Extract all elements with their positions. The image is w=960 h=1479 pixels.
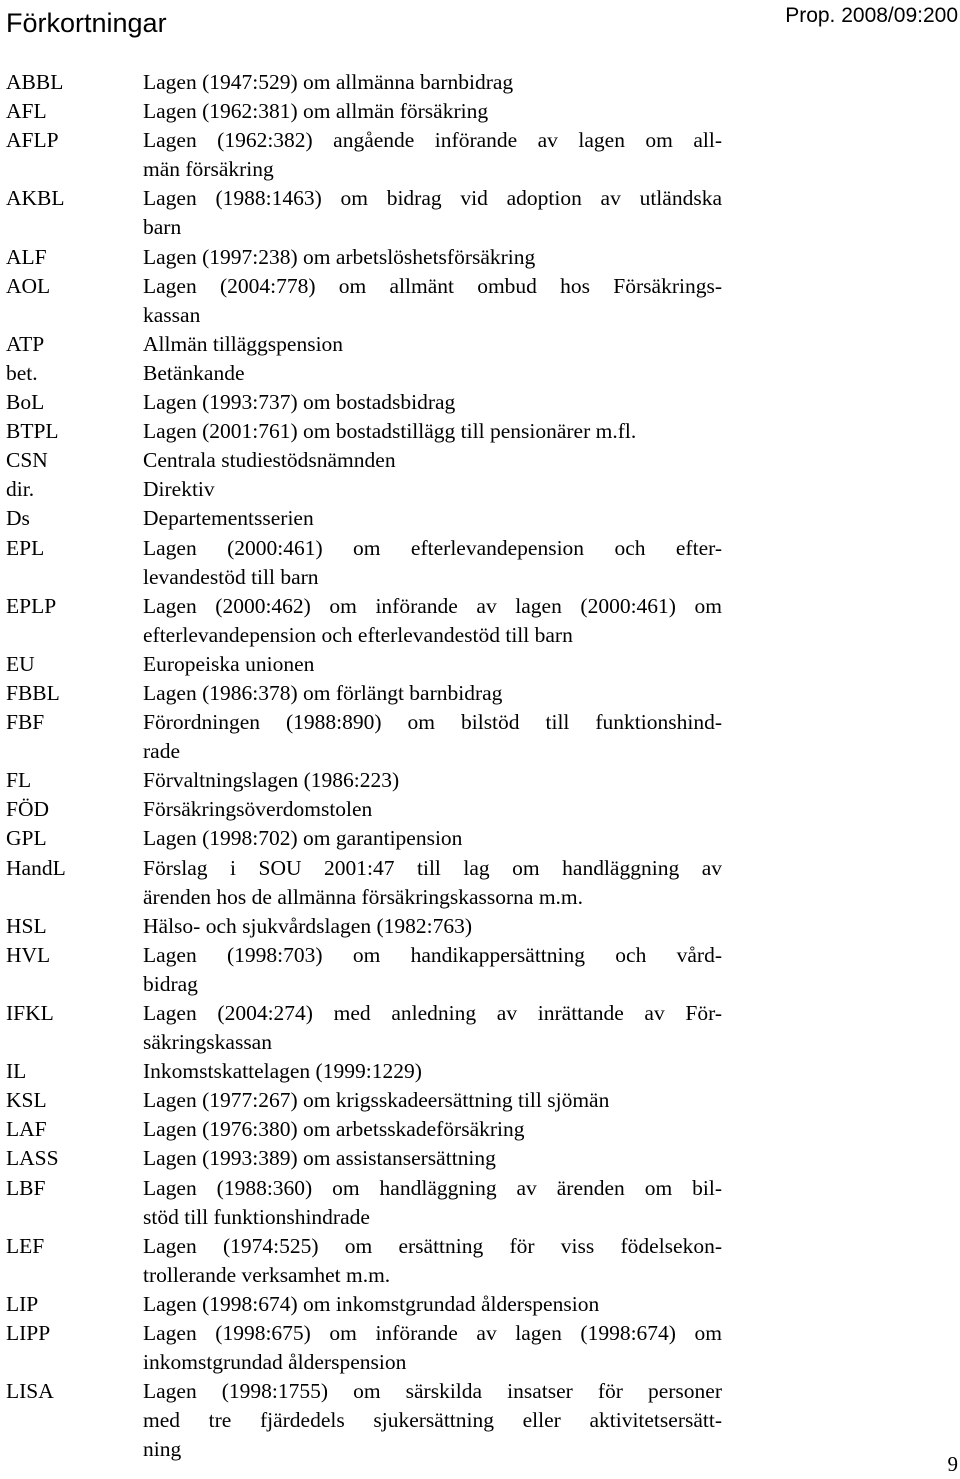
abbreviation-term: bet. [6, 360, 38, 385]
definition-line: Lagen (1988:1463) om bidrag vid adoption av utländska [143, 186, 722, 211]
definition-line: Lagen (2000:461) om efterlevandepension och efter- [143, 535, 722, 560]
abbreviation-term: ATP [6, 331, 45, 356]
definition-line: Försäkringsöverdomstolen [143, 797, 373, 822]
abbreviation-definition [143, 243, 722, 272]
definition-line: Lagen (1974:525) om ersättning för viss födelsekon- [143, 1233, 722, 1258]
abbreviation-definition [143, 417, 722, 446]
definition-line: Lagen (1993:389) om assistansersättning [143, 1146, 496, 1171]
abbreviation-definition [143, 1174, 722, 1232]
abbreviation-definition [143, 824, 722, 853]
abbreviation-term: dir. [6, 477, 35, 502]
abbreviation-term: GPL [6, 826, 47, 851]
abbreviation-entry [6, 1115, 722, 1144]
abbreviation-term: ABBL [6, 70, 64, 94]
abbreviation-definition [143, 475, 722, 504]
abbreviation-entry [6, 824, 722, 853]
abbreviation-entry [6, 708, 722, 766]
definition-line: Lagen (2004:274) med anledning av inrättande av För- [143, 1001, 722, 1025]
definition-line: Förordningen (1988:890) om bilstöd till funktionshind- [143, 710, 722, 735]
abbreviation-term: FBF [6, 710, 45, 735]
abbreviation-term: IL [6, 1059, 27, 1084]
abbreviation-term: LEF [6, 1233, 45, 1258]
definition-line: Lagen (1998:702) om garantipension [143, 826, 463, 851]
definition-line: Förslag i SOU 2001:47 till lag om handläggning av [143, 855, 722, 880]
definition-line: med tre fjärdedels sjukersättning eller aktivitetsersätt- [143, 1408, 722, 1433]
definition-line: kassan [143, 302, 201, 327]
abbreviation-term: BTPL [6, 419, 59, 444]
abbreviation-entry [6, 592, 722, 650]
definition-line: Lagen (1993:737) om bostadsbidrag [143, 390, 456, 415]
abbreviation-term: AFL [6, 99, 47, 124]
abbreviation-entry [6, 1174, 722, 1232]
abbreviation-entry [6, 330, 722, 359]
abbreviation-term: KSL [6, 1088, 47, 1113]
abbreviation-entry [6, 854, 722, 912]
abbreviation-entry [6, 1290, 722, 1319]
abbreviation-entry [6, 475, 722, 504]
abbreviation-definition [143, 854, 722, 912]
abbreviation-term: CSN [6, 448, 48, 473]
definition-line: Lagen (1997:238) om arbetslöshetsförsäkring [143, 244, 536, 269]
abbreviation-term: Ds [6, 506, 30, 531]
abbreviation-term: LASS [6, 1146, 59, 1171]
definition-line: ning [143, 1437, 182, 1462]
abbreviation-entry [6, 359, 722, 388]
abbreviation-definition [143, 679, 722, 708]
definition-line: ärenden hos de allmänna försäkringskassorna m.m. [143, 884, 584, 909]
abbreviation-entry [6, 679, 722, 708]
definition-line: trollerande verksamhet m.m. [143, 1262, 391, 1287]
page-title: Förkortningar [6, 8, 167, 38]
definition-line: Lagen (1986:378) om förlängt barnbidrag [143, 680, 503, 705]
abbreviation-definition [143, 446, 722, 475]
abbreviation-definition [143, 1057, 722, 1086]
abbreviation-term: HSL [6, 913, 47, 938]
abbreviation-entry [6, 446, 722, 475]
abbreviation-entry [6, 912, 722, 941]
abbreviation-term: FBBL [6, 680, 60, 705]
abbreviation-definition [143, 999, 722, 1057]
abbreviation-term: EU [6, 651, 35, 676]
abbreviation-definition [143, 708, 722, 766]
abbreviation-list [6, 68, 722, 1465]
definition-line: Lagen (1962:382) angående införande av lagen om all- [143, 128, 722, 153]
abbreviation-term: EPL [6, 535, 45, 560]
abbreviation-entry [6, 766, 722, 795]
abbreviation-term: LISA [6, 1379, 54, 1404]
abbreviation-term: AKBL [6, 186, 65, 211]
definition-line: Betänkande [143, 360, 245, 385]
abbreviation-definition [143, 330, 722, 359]
abbreviation-entry [6, 97, 722, 126]
abbreviation-term: AFLP [6, 128, 59, 153]
definition-line: Lagen (1998:675) om införande av lagen (1998:674) om [143, 1321, 722, 1346]
definition-line: Allmän tilläggspension [143, 331, 344, 356]
abbreviation-definition [143, 1377, 722, 1464]
definition-line: Hälso- och sjukvårdslagen (1982:763) [143, 913, 472, 938]
definition-line: Direktiv [143, 477, 215, 502]
abbreviation-definition [143, 184, 722, 242]
definition-line: Lagen (1988:360) om handläggning av ärenden om bil- [143, 1175, 722, 1200]
definition-line: Lagen (1998:674) om inkomstgrundad ålderspension [143, 1291, 600, 1316]
abbreviation-definition [143, 388, 722, 417]
abbreviation-term: EPLP [6, 593, 57, 618]
abbreviation-definition [143, 359, 722, 388]
definition-line: Departementsserien [143, 506, 314, 531]
abbreviation-definition [143, 68, 722, 97]
abbreviation-definition [143, 1319, 722, 1377]
proposition-reference: Prop. 2008/09:200 [785, 4, 958, 27]
definition-line: Europeiska unionen [143, 651, 315, 676]
abbreviation-entry [6, 504, 722, 533]
definition-line: Lagen (1977:267) om krigsskadeersättning till sjömän [143, 1088, 610, 1113]
abbreviation-term: BoL [6, 390, 45, 415]
abbreviation-entry [6, 1232, 722, 1290]
definition-line: Förvaltningslagen (1986:223) [143, 768, 400, 793]
abbreviation-definition [143, 1232, 722, 1290]
definition-line: Lagen (1962:381) om allmän försäkring [143, 99, 489, 124]
abbreviation-definition [143, 912, 722, 941]
abbreviation-entry [6, 417, 722, 446]
definition-line: Lagen (1947:529) om allmänna barnbidrag [143, 70, 514, 94]
abbreviation-entry [6, 1144, 722, 1173]
abbreviation-entry [6, 68, 722, 97]
definition-line: efterlevandepension och efterlevandestöd till barn [143, 622, 573, 647]
definition-line: rade [143, 739, 180, 764]
abbreviation-term: AOL [6, 273, 51, 298]
abbreviation-definition [143, 97, 722, 126]
definition-line: Inkomstskattelagen (1999:1229) [143, 1059, 422, 1084]
definition-line: stöd till funktionshindrade [143, 1204, 370, 1229]
definition-line: Lagen (2000:462) om införande av lagen (2000:461) om [143, 593, 722, 618]
abbreviation-definition [143, 650, 722, 679]
definition-line: säkringskassan [143, 1030, 272, 1055]
abbreviation-term: LAF [6, 1117, 47, 1142]
abbreviation-definition [143, 592, 722, 650]
abbreviation-definition [143, 1115, 722, 1144]
abbreviation-term: IFKL [6, 1001, 54, 1025]
definition-line: Lagen (2004:778) om allmänt ombud hos Försäkrings- [143, 273, 722, 298]
abbreviation-entry [6, 184, 722, 242]
abbreviation-entry [6, 1086, 722, 1115]
definition-line: inkomstgrundad ålderspension [143, 1350, 407, 1375]
page-number: 9 [947, 1452, 958, 1476]
abbreviation-entry [6, 243, 722, 272]
abbreviation-definition [143, 1086, 722, 1115]
definition-line: barn [143, 215, 182, 240]
abbreviation-term: FL [6, 768, 32, 793]
abbreviation-definition [143, 1144, 722, 1173]
abbreviation-definition [143, 126, 722, 184]
abbreviation-definition [143, 1290, 722, 1319]
definition-line: Lagen (1998:703) om handikappersättning och vård- [143, 942, 722, 967]
abbreviation-term: LIPP [6, 1321, 51, 1346]
abbreviation-term: ALF [6, 244, 47, 269]
abbreviation-entry [6, 1057, 722, 1086]
abbreviation-definition [143, 272, 722, 330]
definition-line: Centrala studiestödsnämnden [143, 448, 396, 473]
definition-line: bidrag [143, 971, 198, 996]
abbreviation-entry [6, 999, 722, 1057]
abbreviation-entry [6, 388, 722, 417]
abbreviation-term: HVL [6, 942, 51, 967]
abbreviation-definition [143, 504, 722, 533]
abbreviation-definition [143, 795, 722, 824]
abbreviation-term: FÖD [6, 797, 50, 822]
definition-line: levandestöd till barn [143, 564, 319, 589]
abbreviation-entry [6, 1377, 722, 1464]
abbreviation-entry [6, 126, 722, 184]
abbreviation-entry [6, 795, 722, 824]
abbreviation-definition [143, 534, 722, 592]
definition-line: Lagen (1998:1755) om särskilda insatser för personer [143, 1379, 722, 1404]
abbreviation-entry [6, 1319, 722, 1377]
definition-line: män försäkring [143, 157, 274, 182]
abbreviation-definition [143, 941, 722, 999]
definition-line: Lagen (1976:380) om arbetsskadeförsäkring [143, 1117, 525, 1142]
abbreviation-term: HandL [6, 855, 66, 880]
abbreviation-term: LIP [6, 1291, 39, 1316]
abbreviation-entry [6, 534, 722, 592]
abbreviation-definition [143, 766, 722, 795]
definition-line: Lagen (2001:761) om bostadstillägg till pensionärer m.fl. [143, 419, 637, 444]
abbreviation-entry [6, 650, 722, 679]
abbreviation-term: LBF [6, 1175, 46, 1200]
abbreviation-entry [6, 272, 722, 330]
abbreviation-entry [6, 941, 722, 999]
